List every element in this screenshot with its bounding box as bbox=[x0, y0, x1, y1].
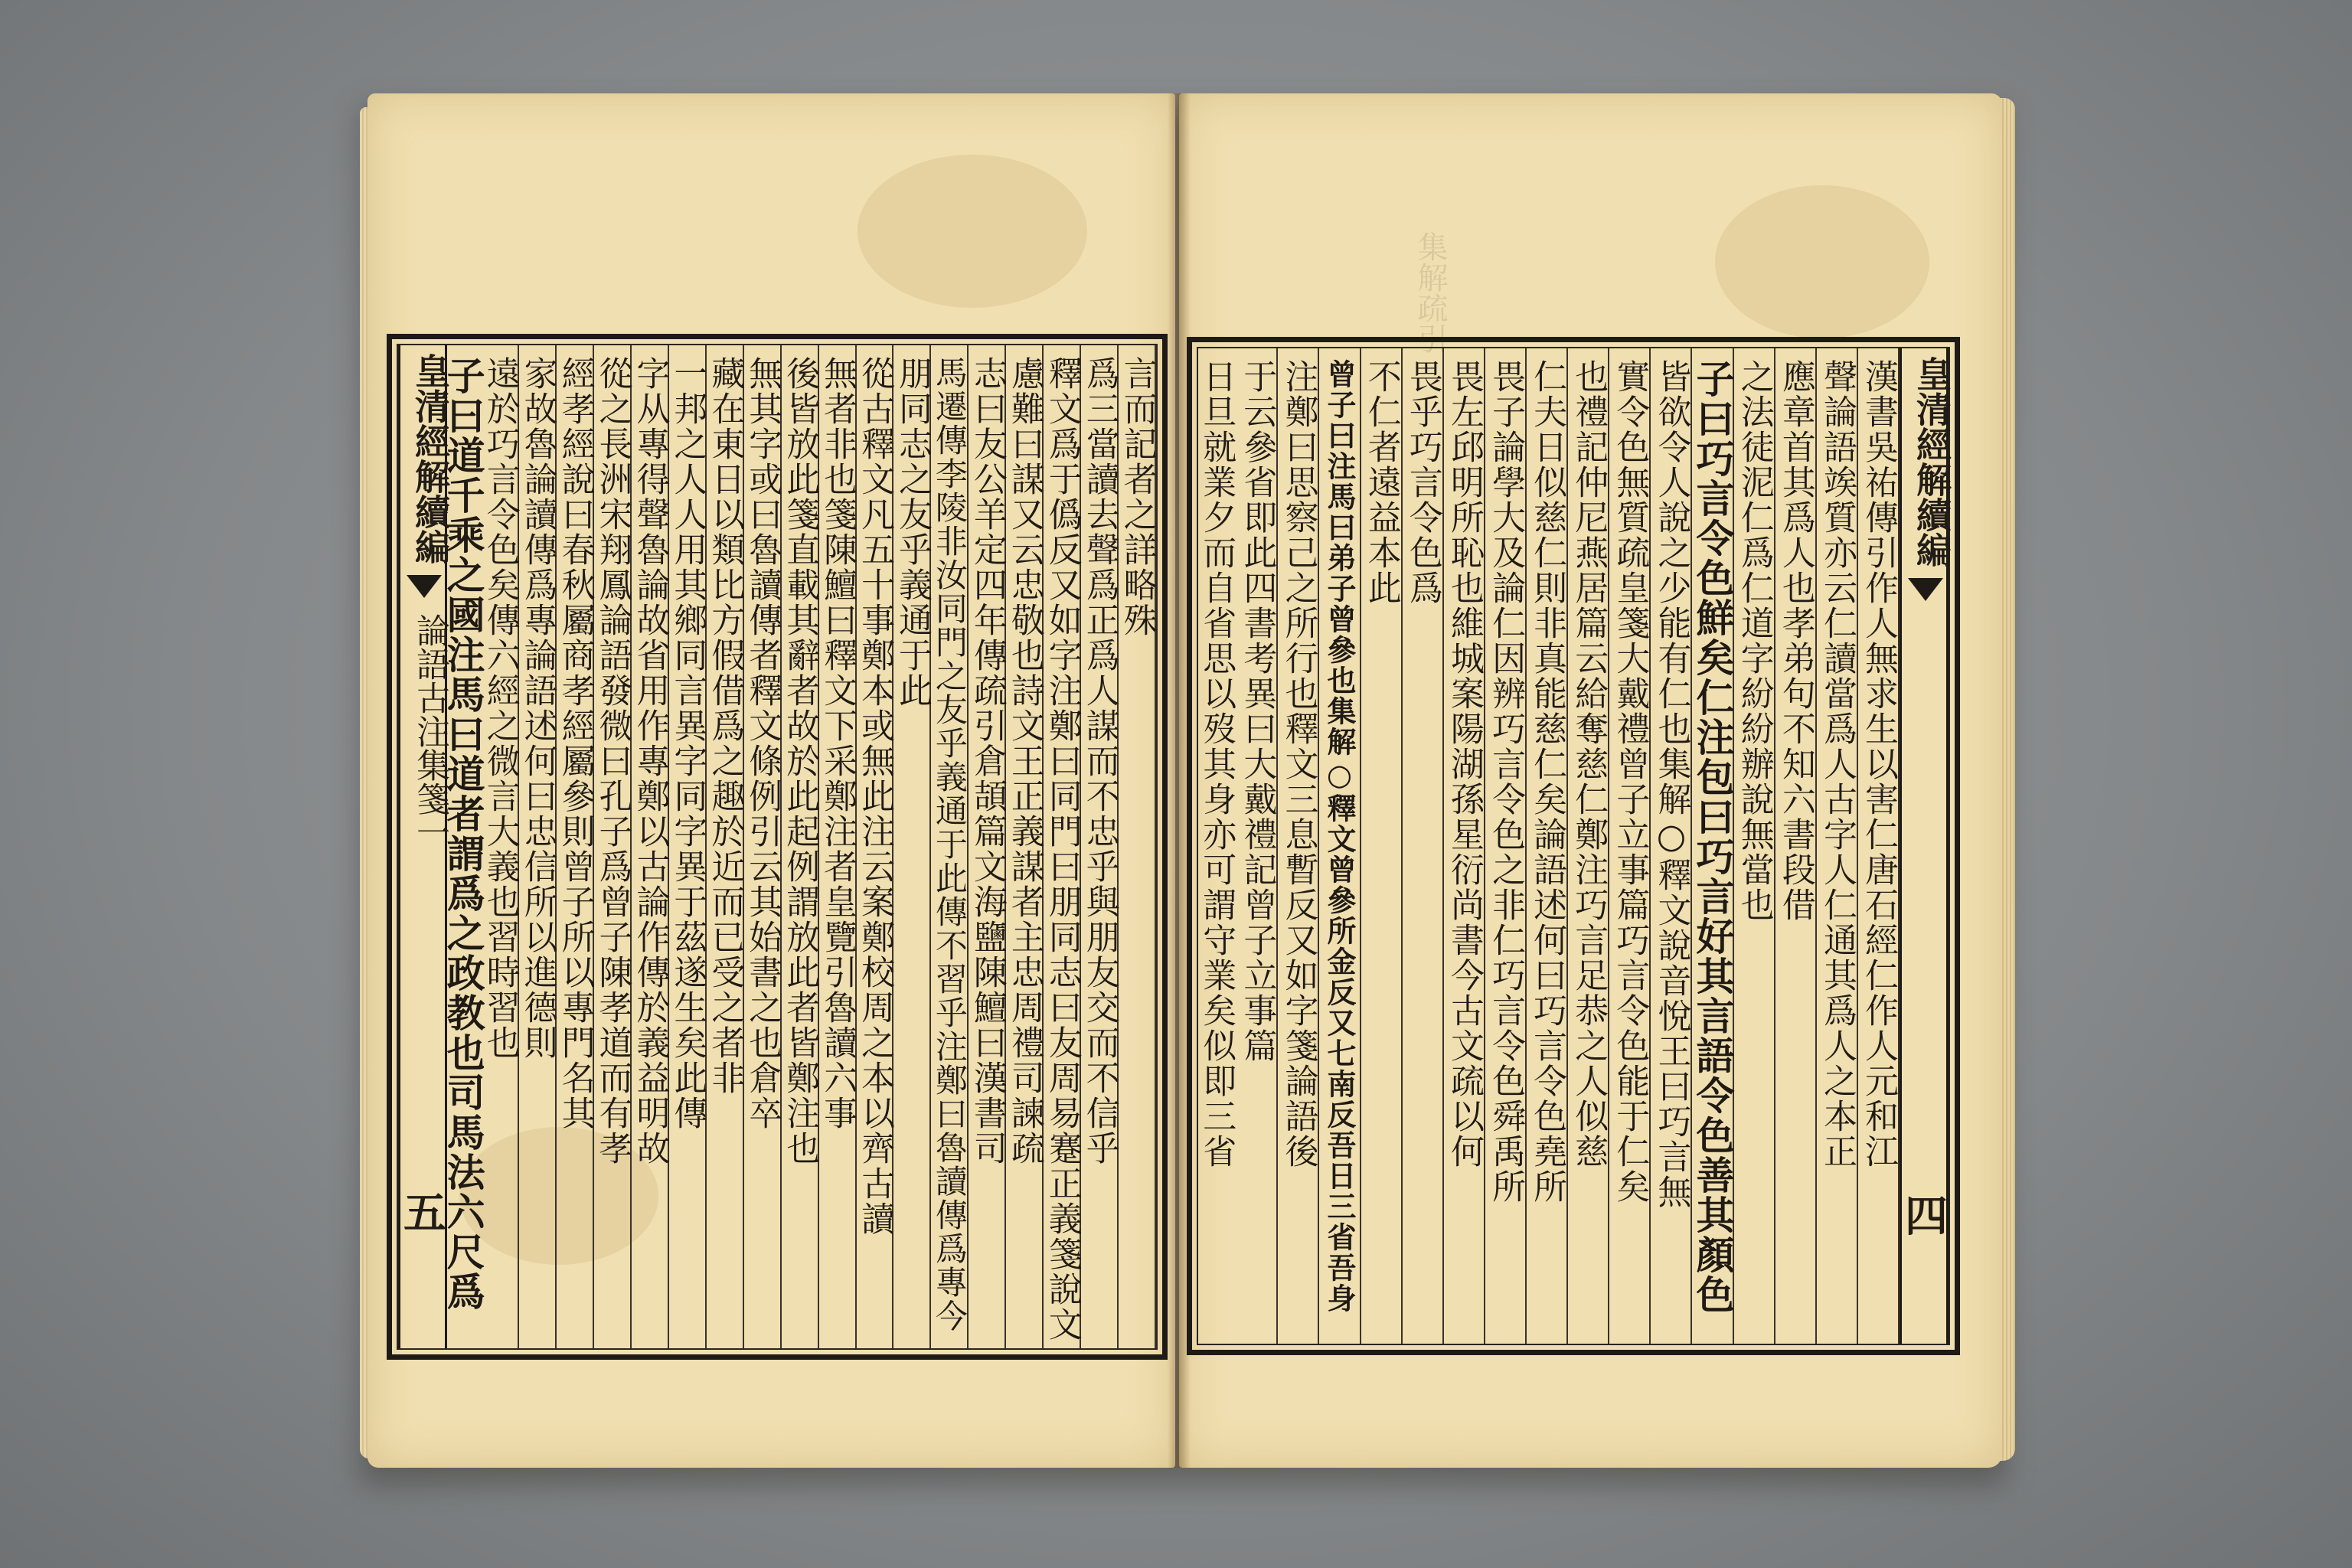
commentary-column bbox=[1403, 348, 1444, 1344]
right-banxin bbox=[1900, 348, 1952, 1344]
column-text: 漢書吳祐傳引作人無求生以害仁唐石經仁作人元和江 bbox=[1859, 359, 1899, 1169]
commentary-column bbox=[1485, 348, 1527, 1344]
commentary-column bbox=[931, 345, 969, 1348]
column-text: 畏左邱明所恥也維城案陽湖孫星衍尚書今古文疏以何 bbox=[1444, 359, 1484, 1169]
commentary-column bbox=[893, 345, 931, 1348]
commentary-column bbox=[969, 345, 1006, 1348]
column-text: 釋文爲于僞反又如字注鄭曰同門曰朋同志曰友周易蹇正義箋說文 bbox=[1042, 356, 1082, 1342]
commentary-column bbox=[857, 345, 894, 1348]
column-text: 馬遷傳李陵非汝同門之友乎義通于此傳不習乎注鄭曰魯讀傳爲專今 bbox=[930, 356, 969, 1333]
commentary-column bbox=[557, 345, 594, 1348]
column-text: 從古釋文凡五十事鄭本或無此注云案鄭校周之本以齊古讀 bbox=[855, 356, 895, 1236]
banxin-chapter: 論語古注集箋一 bbox=[410, 613, 449, 849]
left-text-columns bbox=[440, 345, 1157, 1348]
commentary-column bbox=[1734, 348, 1775, 1344]
column-text: 藏在東日以類比方假借爲之趣於近而已受之者非 bbox=[705, 356, 745, 1096]
main-text-column bbox=[1690, 348, 1736, 1344]
column-text: 慮難曰謀又云忠敬也詩文王正義謀者主忠周禮司諫疏 bbox=[1004, 356, 1044, 1166]
bleed-through-text: 集解疏引 bbox=[1413, 231, 1448, 354]
column-text: 應章首其爲人也孝弟句不知六書段借 bbox=[1775, 359, 1815, 923]
column-text: 後皆放此箋直載其辭者故於此起例謂放此者皆鄭注也 bbox=[780, 356, 820, 1166]
column-text: 注鄭曰思察己之所行也釋文三息暫反又如字箋論語後 bbox=[1279, 359, 1318, 1169]
fishtail-mark bbox=[1908, 578, 1943, 601]
commentary-column bbox=[1858, 348, 1900, 1344]
column-text: 子曰巧言令色鮮矣仁注包曰巧言好其言語令色善其顏色 bbox=[1690, 359, 1736, 1315]
commentary-column bbox=[1006, 345, 1044, 1348]
column-text: 日旦就業夕而自省思以歿其身亦可謂守業矣似即三省 bbox=[1197, 359, 1236, 1169]
main-text-column bbox=[440, 345, 486, 1348]
commentary-column bbox=[1651, 348, 1692, 1344]
column-text: 言而記者之詳略殊 bbox=[1117, 356, 1157, 638]
column-text: 無其字或曰魯讀傳者釋文條例引云其始書之也倉卒 bbox=[743, 356, 782, 1131]
commentary-column bbox=[1609, 348, 1651, 1344]
column-text: 無者非也箋陳鱣曰釋文下采鄭注者皇覽引魯讀六事 bbox=[818, 356, 858, 1131]
commentary-column bbox=[519, 345, 557, 1348]
commentary-column bbox=[1444, 348, 1485, 1344]
page-number: 四 bbox=[1905, 1191, 1948, 1242]
column-text: 家故魯論讀傳爲專論語述何曰忠信所以進德則 bbox=[518, 356, 557, 1060]
commentary-column bbox=[1044, 345, 1081, 1348]
column-text: 字从專得聲魯論故省用作專鄭以古論作傳於義益明故 bbox=[630, 356, 670, 1166]
main-text-column bbox=[1319, 348, 1361, 1344]
right-text-frame bbox=[1187, 337, 1960, 1355]
column-text: 皆欲令人說之少能有仁也集解○釋文說音悅王曰巧言無 bbox=[1651, 359, 1691, 1210]
column-text: 之法徒泥仁爲仁道字紛紛辦說無當也 bbox=[1734, 359, 1774, 923]
commentary-column bbox=[819, 345, 857, 1348]
column-text: 一邦之人人用其鄉同言異字同字異于茲遂生矣此傳 bbox=[668, 356, 707, 1131]
commentary-column bbox=[1278, 348, 1319, 1344]
column-text: 于云參省即此四書考異曰大戴禮記曾子立事篇 bbox=[1237, 359, 1277, 1063]
column-text: 從之長洲宋翔鳳論語發微曰孔子爲曾子陳孝道而有孝 bbox=[593, 356, 632, 1166]
commentary-column bbox=[1527, 348, 1568, 1344]
column-text: 志曰友公羊定四年傳疏引倉頡篇文海鹽陳鱣曰漢書司 bbox=[967, 356, 1007, 1166]
column-text: 朋同志之友乎義通于此 bbox=[893, 356, 932, 708]
commentary-column bbox=[1236, 348, 1278, 1344]
left-inner-border bbox=[397, 344, 1158, 1350]
commentary-column bbox=[744, 345, 782, 1348]
commentary-column bbox=[1775, 348, 1817, 1344]
column-text: 仁夫日似慈仁則非真能慈仁矣論語述何曰巧言令色堯所 bbox=[1527, 359, 1567, 1204]
banxin-title: 皇清經解續編 bbox=[410, 353, 451, 564]
paper-stain bbox=[858, 155, 1087, 308]
column-text: 實令色無質疏皇箋大戴禮曾子立事篇巧言令色能于仁矣 bbox=[1610, 359, 1650, 1204]
commentary-column bbox=[707, 345, 744, 1348]
right-text-columns bbox=[1198, 348, 1900, 1344]
column-text: 經孝經說曰春秋屬商孝經屬參則曾子所以專門名其 bbox=[555, 356, 595, 1131]
column-text: 不仁者遠益本此 bbox=[1361, 359, 1401, 606]
commentary-column bbox=[594, 345, 632, 1348]
column-text: 遠於巧言令色矣傳六經之微言大義也習時習也 bbox=[480, 356, 520, 1060]
column-text: 畏子論學大及論仁因辨巧言令色之非仁巧言令色舜禹所 bbox=[1486, 359, 1526, 1204]
page-number: 五 bbox=[403, 1188, 446, 1239]
column-text: 爲三當讀去聲爲正爲人謀而不忠乎與朋友交而不信乎 bbox=[1080, 356, 1119, 1166]
commentary-column bbox=[1361, 348, 1403, 1344]
commentary-column bbox=[782, 345, 819, 1348]
commentary-column bbox=[1568, 348, 1609, 1344]
commentary-column bbox=[669, 345, 707, 1348]
commentary-column bbox=[1119, 345, 1156, 1348]
commentary-column bbox=[632, 345, 669, 1348]
column-text: 曾子曰注馬曰弟子曾參也集解○釋文曾參所金反又七南反吾日三省吾身 bbox=[1322, 359, 1357, 1314]
commentary-column bbox=[1081, 345, 1119, 1348]
right-inner-border bbox=[1197, 347, 1950, 1345]
commentary-column bbox=[1195, 348, 1236, 1344]
paper-stain bbox=[1715, 185, 1929, 338]
column-text: 聲論語竢質亦云仁讀當爲人古字人仁通其爲人之本正 bbox=[1817, 359, 1857, 1169]
left-text-frame bbox=[387, 334, 1168, 1360]
column-text: 也禮記仲尼燕居篇云給奪慈仁鄭注巧言足恭之人似慈 bbox=[1569, 359, 1609, 1169]
banxin-title: 皇清經解續編 bbox=[1911, 356, 1952, 567]
column-text: 畏乎巧言令色爲 bbox=[1403, 359, 1442, 606]
commentary-column bbox=[1817, 348, 1858, 1344]
column-text: 子曰道千乘之國注馬曰道者謂爲之政教也司馬法六尺爲 bbox=[440, 356, 486, 1312]
